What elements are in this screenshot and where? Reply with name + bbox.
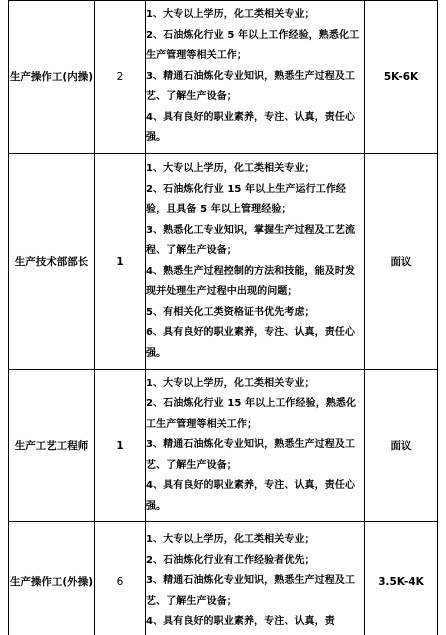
requirement-item: 4、具有良好的职业素养，专注、认真，责任心强。	[146, 111, 356, 144]
requirement-item: 4、熟悉生产过程控制的方法和技能，能及时发现并处理生产过程中出现的问题；	[146, 265, 356, 297]
salary: 3.5K-4K	[365, 522, 438, 635]
table-row	[9, 370, 438, 522]
job-table	[8, 0, 438, 635]
job-title: 生产技术部部长	[9, 154, 95, 370]
requirement-item: 6、具有良好的职业素养，专注、认真，责任心强。	[146, 327, 356, 359]
headcount: 1	[95, 370, 146, 522]
requirement-item: 2、石油炼化行业 15 年以上工作经验，熟悉化工生产管理等相关工作；	[146, 398, 357, 430]
requirement-item: 1、大专以上学历，化工类相关专业；	[146, 9, 315, 21]
table-row	[9, 154, 438, 370]
salary: 5K-6K	[365, 1, 438, 154]
requirement-item: 3、精通石油炼化专业知识，熟悉生产过程及工艺、了解生产设备；	[146, 575, 356, 607]
requirement-item: 1、大专以上学历，化工类相关专业；	[146, 163, 315, 174]
requirement-item: 3、精通石油炼化专业知识，熟悉生产过程及工艺、了解生产设备；	[146, 70, 356, 103]
requirement-item: 4、具有良好的职业素养，专注、认真，责	[146, 616, 335, 628]
table-row	[9, 1, 438, 154]
requirement-item: 1、大专以上学历，化工类相关专业；	[146, 377, 315, 389]
job-requirements	[146, 370, 365, 522]
headcount: 6	[95, 522, 146, 635]
job-requirements	[146, 522, 365, 635]
job-requirements	[146, 1, 365, 154]
requirement-item: 1、大专以上学历，化工类相关专业；	[146, 534, 315, 546]
job-title: 生产工艺工程师	[9, 370, 95, 522]
salary: 面议	[365, 370, 438, 522]
requirement-item: 3、熟悉化工专业知识，掌握生产过程及工艺流程、了解生产设备；	[146, 224, 356, 256]
requirement-item: 2、石油炼化行业有工作经验者优先；	[146, 554, 315, 566]
requirement-item: 2、石油炼化行业 15 年以上生产运行工作经验，且具备 5 年以上管理经验；	[146, 183, 347, 215]
table-row	[9, 522, 438, 635]
job-requirements	[146, 154, 365, 370]
requirement-item: 2、石油炼化行业 5 年以上工作经验，熟悉化工生产管理等相关工作；	[146, 29, 360, 62]
headcount: 1	[95, 154, 146, 370]
job-title: 生产操作工(外操)	[9, 522, 95, 635]
job-title: 生产操作工(内操)	[9, 1, 95, 154]
salary: 面议	[365, 154, 438, 370]
requirement-item: 5、有相关化工类资格证书优先考虑；	[146, 306, 315, 318]
requirement-item: 3、精通石油炼化专业知识，熟悉生产过程及工艺、了解生产设备；	[146, 439, 356, 471]
requirement-item: 4、具有良好的职业素养，专注、认真，责任心强。	[146, 480, 356, 512]
headcount: 2	[95, 1, 146, 154]
